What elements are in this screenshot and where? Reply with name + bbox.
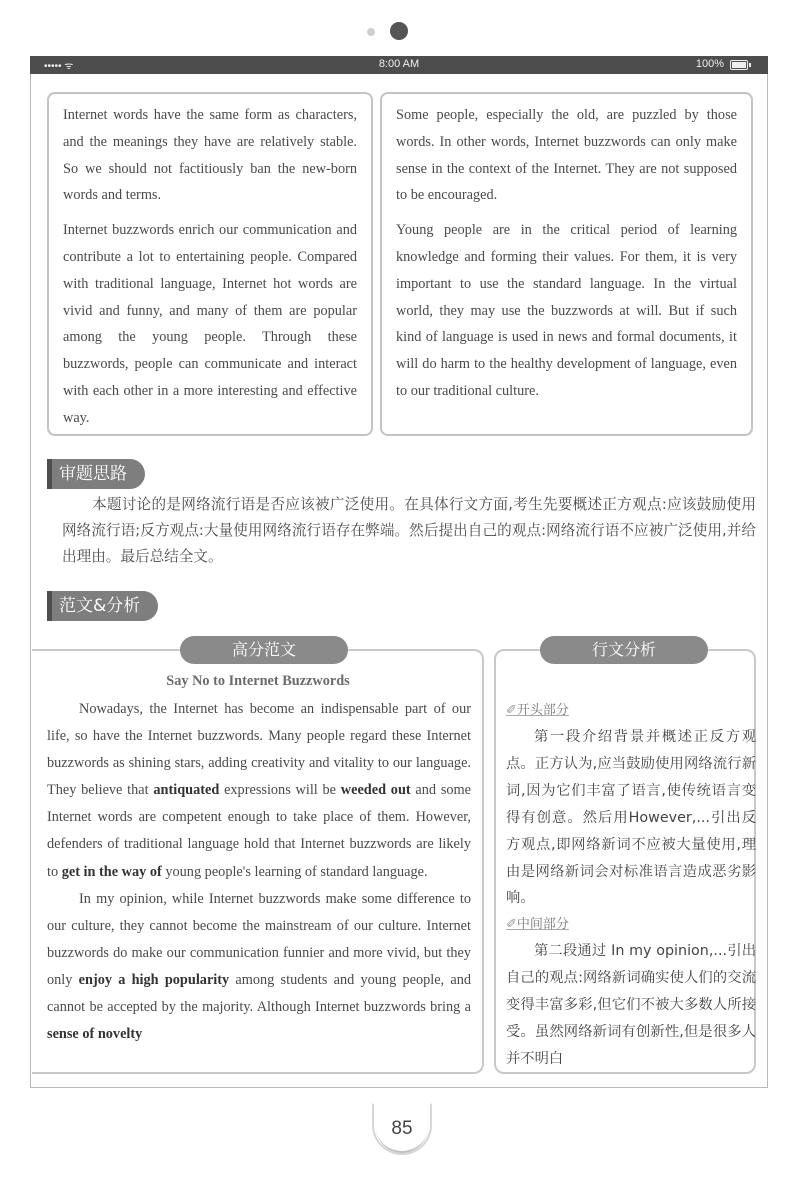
status-time: 8:00 AM (378, 58, 420, 70)
con-paragraph: Young people are in the critical period of learning knowledge and forming their values. For them, it is very important to use the standard language. In the virtual world, they may use the buzzwords at will. But if such kind of language is used in news and formal documents, it will do harm to the healthy development of language, even to our traditional culture. (396, 222, 737, 399)
con-opinion-box (380, 92, 753, 436)
analysis-heading-middle: ✐中间部分 (506, 917, 569, 933)
camera-dot-small (367, 28, 375, 36)
essay-paragraph-1: Nowadays, the Internet has become an indispensable part of our life, so have the Internet buzzwords. Many people regard these Internet buzzwords as shining stars, adding creativity and vitality to our language. They believe that antiquated expressions will be weeded out and some Internet words are competent enough to take place of them. However, defenders of traditional language hold that Internet buzzwords are likely to get in the way of young people's learning of standard language. (47, 701, 471, 880)
battery-tip (749, 63, 751, 67)
essay-title: Say No to Internet Buzzwords (166, 673, 350, 689)
pencil-icon: ✐ (506, 917, 517, 933)
essay-body (47, 696, 471, 1048)
keyword: weeded out (340, 782, 411, 799)
signal-icon: ••••• ᯤ (44, 61, 74, 72)
keyword: enjoy a high popularity (78, 971, 230, 988)
review-text: 本题讨论的是网络流行语是否应该被广泛使用。在具体行文方面,考生先要概述正方观点:应该鼓励使用网络流行语;反方观点:大量使用网络流行语存在弊端。然后提出自己的观点:网络流行语不应被广泛使用,并给出理由。最后总结全文。 (62, 496, 756, 565)
keyword: antiquated (153, 782, 220, 799)
sample-section-tag: 范文&分析 (47, 591, 158, 621)
pro-paragraph: Internet words have the same form as characters, and the meanings they have are relatively stable. So we should not factitiously ban the new-born words and terms. (63, 107, 357, 204)
analysis-paragraph-2: 第二段通过 In my opinion,...引出自己的观点:网络新词确实使人们的交流变得丰富多彩,但它们不被大多数人所接受。虽然网络新词有创新性,但是很多人并不明白 (506, 943, 756, 1067)
camera-dot (390, 22, 408, 40)
pro-opinion-box (47, 92, 373, 436)
pencil-icon: ✐ (506, 703, 517, 718)
analysis-body (506, 698, 756, 1073)
review-section-tag: 审题思路 (47, 459, 145, 489)
con-paragraph: Some people, especially the old, are puzzled by those words. In other words, Internet buzzwords can only make sense in the context of the Internet. They are not supposed to be encouraged. (396, 107, 737, 204)
status-bar (30, 56, 768, 74)
battery-icon (730, 60, 748, 70)
keyword: sense of novelty (47, 1026, 143, 1043)
analysis-pill: 行文分析 (540, 636, 708, 664)
analysis-paragraph-1: 第一段介绍背景并概述正反方观点。正方认为,应当鼓励使用网络流行新词,因为它们丰富了语言,使传统语言变得有创意。然后用However,...引出反方观点,即网络新词不应被大量使用,理由是网络新词会对标准语言造成恶劣影响。 (506, 729, 756, 907)
analysis-heading-opening: ✐开头部分 (506, 703, 569, 718)
battery-percent: 100% (695, 58, 724, 70)
pro-paragraph: Internet buzzwords enrich our communication and contribute a lot to entertaining people. Compared with traditional language, Internet hot words are vivid and funny, and many of them are popular among the young people. Through these buzzwords, people can communicate and interact with each other in a more interesting and effective way. (63, 222, 357, 426)
essay-paragraph-2: In my opinion, while Internet buzzwords make some difference to our culture, they cannot become the mainstream of our culture. Internet buzzwords do make our communication funnier and more vivid, but they only enjoy a high popularity among students and young people, and cannot be accepted by the majority. Although Internet buzzwords bring a sense of novelty (47, 890, 471, 1043)
page-number: 85 (376, 1105, 428, 1153)
keyword: get in the way of (61, 863, 162, 880)
essay-pill: 高分范文 (180, 636, 348, 664)
